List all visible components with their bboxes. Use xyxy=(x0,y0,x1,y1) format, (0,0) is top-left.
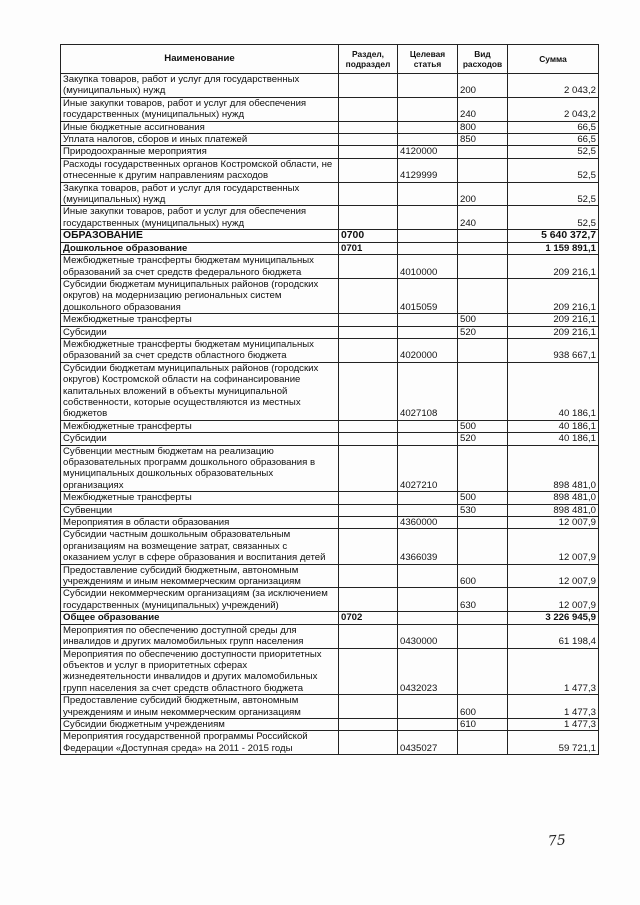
cell-target xyxy=(398,230,458,242)
cell-target: 4366039 xyxy=(398,529,458,564)
header-expense: Вид расходов xyxy=(458,45,508,74)
cell-name: Межбюджетные трансферты бюджетам муниципальных образований за счет средств федерального бюджета xyxy=(61,255,339,279)
cell-target xyxy=(398,718,458,730)
cell-target xyxy=(398,134,458,146)
cell-expense: 520 xyxy=(458,326,508,338)
cell-sum: 209 216,1 xyxy=(508,314,599,326)
cell-sum: 40 186,1 xyxy=(508,362,599,420)
cell-section xyxy=(339,433,398,445)
cell-target xyxy=(398,612,458,624)
cell-name: Межбюджетные трансферты xyxy=(61,314,339,326)
cell-sum: 12 007,9 xyxy=(508,588,599,612)
cell-sum: 2 043,2 xyxy=(508,97,599,121)
cell-section xyxy=(339,206,398,230)
cell-sum: 59 721,1 xyxy=(508,731,599,755)
cell-sum: 52,5 xyxy=(508,182,599,206)
cell-expense xyxy=(458,146,508,158)
cell-expense: 500 xyxy=(458,492,508,504)
cell-sum: 12 007,9 xyxy=(508,529,599,564)
cell-target xyxy=(398,182,458,206)
cell-expense: 600 xyxy=(458,564,508,588)
cell-name: Субвенции местным бюджетам на реализацию образовательных программ дошкольного образования в муниципальных дошкольных образовательных организациях xyxy=(61,445,339,492)
cell-name: Закупка товаров, работ и услуг для государственных (муниципальных) нужд xyxy=(61,74,339,98)
cell-target xyxy=(398,314,458,326)
cell-expense: 610 xyxy=(458,718,508,730)
cell-sum: 209 216,1 xyxy=(508,278,599,313)
cell-name: Закупка товаров, работ и услуг для государственных (муниципальных) нужд xyxy=(61,182,339,206)
cell-target: 4120000 xyxy=(398,146,458,158)
table-row xyxy=(61,517,599,529)
cell-sum: 5 640 372,7 xyxy=(508,230,599,242)
cell-name: Предоставление субсидий бюджетным, автономным учреждениям и иным некоммерческим организациям xyxy=(61,695,339,719)
table-row xyxy=(61,433,599,445)
cell-target xyxy=(398,74,458,98)
cell-name: Мероприятия по обеспечению доступности приоритетных объектов и услуг в приоритетных сферах жизнедеятельности инвалидов и других маломобильных групп населения за счет средств областного бюджета xyxy=(61,648,339,695)
cell-expense xyxy=(458,648,508,695)
cell-name: Субсидии бюджетам муниципальных районов (городских округов) Костромской области на софинансирование капитальных вложений в объекты муниципальной собственности, которые осуществляются из местных бюджетов xyxy=(61,362,339,420)
cell-sum: 52,5 xyxy=(508,146,599,158)
cell-section xyxy=(339,338,398,362)
cell-name: Мероприятия государственной программы Российской Федерации «Доступная среда» на 2011 - 2015 годы xyxy=(61,731,339,755)
table-row xyxy=(61,97,599,121)
header-section: Раздел, подраздел xyxy=(339,45,398,74)
cell-sum: 40 186,1 xyxy=(508,420,599,432)
cell-section xyxy=(339,492,398,504)
cell-target xyxy=(398,97,458,121)
header-target: Целевая статья xyxy=(398,45,458,74)
table-row xyxy=(61,624,599,648)
cell-name: Субсидии некоммерческим организациям (за исключением государственных (муниципальных) учреждений) xyxy=(61,588,339,612)
cell-target: 4027108 xyxy=(398,362,458,420)
cell-name: Предоставление субсидий бюджетным, автономным учреждениям и иным некоммерческим организациям xyxy=(61,564,339,588)
cell-sum: 938 667,1 xyxy=(508,338,599,362)
cell-name: Расходы государственных органов Костромской области, не отнесенные к другим направлениям расходов xyxy=(61,158,339,182)
table-row xyxy=(61,255,599,279)
cell-expense: 800 xyxy=(458,121,508,133)
cell-sum: 898 481,0 xyxy=(508,504,599,516)
cell-sum: 898 481,0 xyxy=(508,492,599,504)
cell-section xyxy=(339,420,398,432)
cell-section xyxy=(339,648,398,695)
cell-name: Межбюджетные трансферты xyxy=(61,420,339,432)
cell-target xyxy=(398,492,458,504)
table-row xyxy=(61,612,599,624)
cell-expense: 630 xyxy=(458,588,508,612)
cell-section xyxy=(339,134,398,146)
cell-name: Уплата налогов, сборов и иных платежей xyxy=(61,134,339,146)
cell-sum: 12 007,9 xyxy=(508,564,599,588)
cell-sum: 3 226 945,9 xyxy=(508,612,599,624)
table-row xyxy=(61,146,599,158)
cell-name: Общее образование xyxy=(61,612,339,624)
cell-expense xyxy=(458,517,508,529)
cell-expense xyxy=(458,255,508,279)
cell-target: 4360000 xyxy=(398,517,458,529)
cell-sum: 1 477,3 xyxy=(508,648,599,695)
cell-name: Дошкольное образование xyxy=(61,242,339,254)
cell-expense xyxy=(458,230,508,242)
cell-section: 0702 xyxy=(339,612,398,624)
table-row xyxy=(61,564,599,588)
cell-expense: 520 xyxy=(458,433,508,445)
table-row xyxy=(61,695,599,719)
cell-expense: 850 xyxy=(458,134,508,146)
cell-expense xyxy=(458,529,508,564)
table-body xyxy=(61,74,599,755)
cell-section xyxy=(339,504,398,516)
cell-section xyxy=(339,121,398,133)
cell-target: 0430000 xyxy=(398,624,458,648)
cell-expense xyxy=(458,278,508,313)
budget-table xyxy=(60,44,599,755)
cell-expense: 200 xyxy=(458,182,508,206)
cell-sum: 209 216,1 xyxy=(508,326,599,338)
cell-target: 4015059 xyxy=(398,278,458,313)
cell-name: Иные бюджетные ассигнования xyxy=(61,121,339,133)
table-row xyxy=(61,445,599,492)
cell-section xyxy=(339,146,398,158)
cell-sum: 2 043,2 xyxy=(508,74,599,98)
cell-sum: 1 477,3 xyxy=(508,718,599,730)
table-row xyxy=(61,158,599,182)
cell-section xyxy=(339,158,398,182)
cell-sum: 1 159 891,1 xyxy=(508,242,599,254)
header-name: Наименование xyxy=(61,45,339,74)
cell-section xyxy=(339,314,398,326)
cell-section xyxy=(339,97,398,121)
cell-section xyxy=(339,731,398,755)
table-header-row xyxy=(61,45,599,74)
cell-sum: 209 216,1 xyxy=(508,255,599,279)
table-row xyxy=(61,278,599,313)
cell-expense: 530 xyxy=(458,504,508,516)
cell-expense xyxy=(458,338,508,362)
table-row xyxy=(61,529,599,564)
cell-target xyxy=(398,695,458,719)
cell-section xyxy=(339,182,398,206)
cell-name: Субвенции xyxy=(61,504,339,516)
cell-expense xyxy=(458,624,508,648)
cell-target: 4010000 xyxy=(398,255,458,279)
cell-name: Межбюджетные трансферты бюджетам муниципальных образований за счет средств областного бюджета xyxy=(61,338,339,362)
cell-section xyxy=(339,326,398,338)
cell-target: 0432023 xyxy=(398,648,458,695)
table-row xyxy=(61,504,599,516)
cell-section xyxy=(339,362,398,420)
cell-sum: 66,5 xyxy=(508,121,599,133)
table-row xyxy=(61,230,599,242)
cell-section xyxy=(339,517,398,529)
header-sum: Сумма xyxy=(508,45,599,74)
table-row xyxy=(61,338,599,362)
cell-expense: 240 xyxy=(458,97,508,121)
table-row xyxy=(61,206,599,230)
cell-target xyxy=(398,326,458,338)
cell-section xyxy=(339,718,398,730)
cell-sum: 12 007,9 xyxy=(508,517,599,529)
cell-expense: 600 xyxy=(458,695,508,719)
table-row xyxy=(61,326,599,338)
cell-target: 0435027 xyxy=(398,731,458,755)
cell-expense xyxy=(458,362,508,420)
table-row xyxy=(61,420,599,432)
cell-target xyxy=(398,588,458,612)
cell-expense xyxy=(458,158,508,182)
cell-name: Субсидии xyxy=(61,326,339,338)
table-row xyxy=(61,314,599,326)
cell-target xyxy=(398,206,458,230)
cell-name: Иные закупки товаров, работ и услуг для обеспечения государственных (муниципальных) нужд xyxy=(61,97,339,121)
table-row xyxy=(61,718,599,730)
table-row xyxy=(61,731,599,755)
cell-expense xyxy=(458,445,508,492)
table-row xyxy=(61,242,599,254)
cell-sum: 61 198,4 xyxy=(508,624,599,648)
cell-expense: 500 xyxy=(458,420,508,432)
table-row xyxy=(61,492,599,504)
cell-expense: 240 xyxy=(458,206,508,230)
cell-name: Субсидии бюджетным учреждениям xyxy=(61,718,339,730)
cell-section: 0701 xyxy=(339,242,398,254)
table-row xyxy=(61,134,599,146)
cell-section xyxy=(339,255,398,279)
cell-section xyxy=(339,278,398,313)
cell-target xyxy=(398,504,458,516)
cell-section xyxy=(339,695,398,719)
cell-name: Иные закупки товаров, работ и услуг для обеспечения государственных (муниципальных) нужд xyxy=(61,206,339,230)
cell-sum: 52,5 xyxy=(508,206,599,230)
cell-name: Межбюджетные трансферты xyxy=(61,492,339,504)
cell-sum: 40 186,1 xyxy=(508,433,599,445)
cell-target xyxy=(398,121,458,133)
cell-sum: 898 481,0 xyxy=(508,445,599,492)
cell-sum: 52,5 xyxy=(508,158,599,182)
table-row xyxy=(61,182,599,206)
table-row xyxy=(61,74,599,98)
cell-expense xyxy=(458,731,508,755)
cell-sum: 1 477,3 xyxy=(508,695,599,719)
cell-section xyxy=(339,74,398,98)
cell-target: 4129999 xyxy=(398,158,458,182)
cell-section xyxy=(339,564,398,588)
cell-expense xyxy=(458,612,508,624)
cell-name: ОБРАЗОВАНИЕ xyxy=(61,230,339,242)
cell-section xyxy=(339,624,398,648)
cell-sum: 66,5 xyxy=(508,134,599,146)
cell-target xyxy=(398,420,458,432)
cell-target xyxy=(398,564,458,588)
cell-section xyxy=(339,588,398,612)
table-row xyxy=(61,362,599,420)
cell-name: Субсидии xyxy=(61,433,339,445)
cell-name: Субсидии частным дошкольным образовательным организациям на возмещение затрат, связанных с оказанием услуг в сфере образования и воспитания детей xyxy=(61,529,339,564)
cell-target xyxy=(398,433,458,445)
page-number: 75 xyxy=(547,832,567,850)
cell-name: Субсидии бюджетам муниципальных районов (городских округов) на модернизацию региональных систем дошкольного образования xyxy=(61,278,339,313)
cell-section xyxy=(339,529,398,564)
table-row xyxy=(61,648,599,695)
cell-section: 0700 xyxy=(339,230,398,242)
table-row xyxy=(61,121,599,133)
table-row xyxy=(61,588,599,612)
cell-section xyxy=(339,445,398,492)
cell-target: 4020000 xyxy=(398,338,458,362)
cell-expense xyxy=(458,242,508,254)
cell-name: Мероприятия в области образования xyxy=(61,517,339,529)
cell-expense: 200 xyxy=(458,74,508,98)
cell-target xyxy=(398,242,458,254)
cell-expense: 500 xyxy=(458,314,508,326)
cell-target: 4027210 xyxy=(398,445,458,492)
cell-name: Природоохранные мероприятия xyxy=(61,146,339,158)
cell-name: Мероприятия по обеспечению доступной среды для инвалидов и других маломобильных групп населения xyxy=(61,624,339,648)
